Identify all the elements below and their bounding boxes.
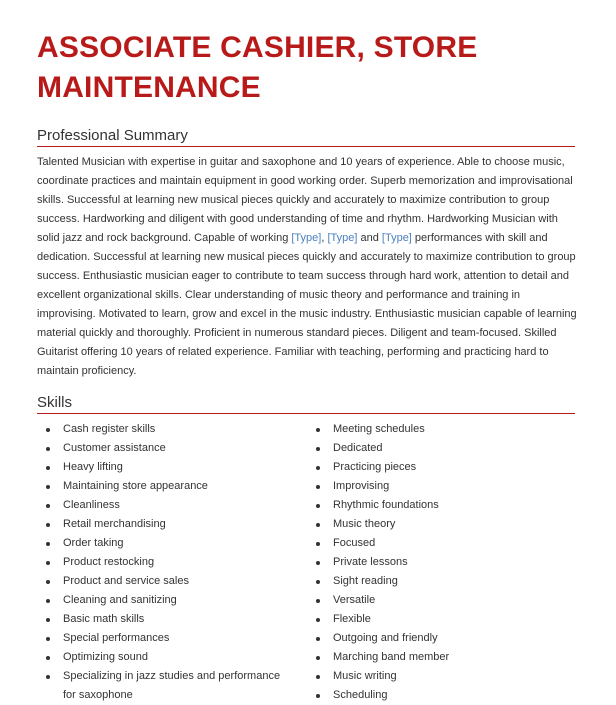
type-placeholder-2: [Type] — [327, 232, 358, 244]
skill-item: Improvising — [313, 477, 553, 496]
skill-item: Flexible — [313, 610, 553, 629]
professional-summary-heading: Professional Summary — [37, 127, 575, 147]
skill-item: Maintaining store appearance — [43, 477, 293, 496]
skill-item: Product and service sales — [43, 572, 293, 591]
skills-list-right — [313, 420, 553, 705]
skill-item: Private lessons — [313, 553, 553, 572]
skill-item: Marching band member — [313, 648, 553, 667]
type-placeholder-1: [Type] — [291, 232, 322, 244]
type-placeholder-3: [Type] — [381, 232, 412, 244]
resume-title-line-2: MAINTENANCE — [37, 71, 261, 104]
skill-item: Rhythmic foundations — [313, 496, 553, 515]
skill-item: Specializing in jazz studies and performance for saxophone — [43, 667, 293, 705]
skill-item: Versatile — [313, 591, 553, 610]
skill-item: Scheduling — [313, 686, 553, 705]
skill-item: Music theory — [313, 515, 553, 534]
skill-item: Outgoing and friendly — [313, 629, 553, 648]
skill-item: Cleanliness — [43, 496, 293, 515]
skill-item: Basic math skills — [43, 610, 293, 629]
skill-item: Optimizing sound — [43, 648, 293, 667]
skills-heading: Skills — [37, 394, 575, 414]
resume-title-line-1: ASSOCIATE CASHIER, STORE — [37, 31, 478, 64]
summary-text-after: performances with skill and dedication. Successful at learning new musical pieces quickly and accurately to maximize contribution to group success. Enthusiastic musician eager to contribute to team success through hard work, attention to detail and excellent organizational skills. Clear understanding of music theory and performance and training in improvising. Motivated to learn, grow and excel in the music industry. Enthusiastic musician capable of learning material quickly and thoroughly. Proficient in numerous standard pieces. Diligent and team-focused. Skilled Guitarist offering 10 years of related experience. Familiar with teaching, performing and practicing hard to maintain proficiency. — [37, 232, 577, 377]
resume-title — [37, 28, 597, 108]
professional-summary-text — [37, 153, 577, 381]
skill-item: Cash register skills — [43, 420, 293, 439]
skill-item: Order taking — [43, 534, 293, 553]
summary-separator-1: , — [321, 232, 328, 244]
summary-separator-2: and — [357, 232, 382, 244]
skill-item: Meeting schedules — [313, 420, 553, 439]
skills-list-left — [43, 420, 293, 705]
skill-item: Focused — [313, 534, 553, 553]
skill-item: Customer assistance — [43, 439, 293, 458]
skill-item: Sight reading — [313, 572, 553, 591]
skill-item: Heavy lifting — [43, 458, 293, 477]
summary-text-before: Talented Musician with expertise in guitar and saxophone and 10 years of experience. Able to choose music, coordinate practices and maintain equipment in good working order. Superb memorization and improvisational skills. Successful at learning new musical pieces quickly and accurately to maximize contribution to group success. Hardworking and diligent with good understanding of time and rhythm. Hardworking Musician with solid jazz and rock background. Capable of working — [37, 156, 573, 244]
skill-item: Special performances — [43, 629, 293, 648]
skill-item: Cleaning and sanitizing — [43, 591, 293, 610]
skill-item: Practicing pieces — [313, 458, 553, 477]
skill-item: Product restocking — [43, 553, 293, 572]
skill-item: Retail merchandising — [43, 515, 293, 534]
skill-item: Music writing — [313, 667, 553, 686]
skill-item: Dedicated — [313, 439, 553, 458]
